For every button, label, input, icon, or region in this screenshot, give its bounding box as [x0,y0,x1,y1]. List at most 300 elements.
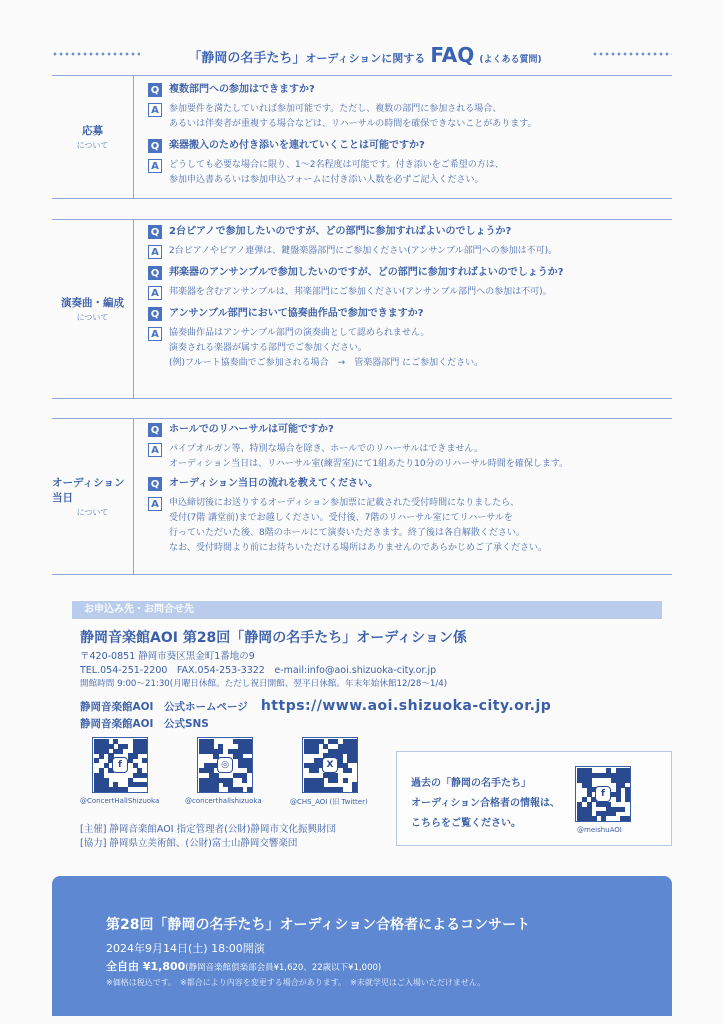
qr-module [314,768,319,773]
qr-module [104,778,109,783]
qr-module [343,744,348,749]
qr-module [133,739,138,744]
qr-module [343,763,348,768]
category-sub: について [76,508,109,517]
qr-module [352,744,357,749]
qr-module [620,768,625,773]
qr-module [587,782,592,787]
qr-module [620,778,625,783]
category-sub: について [76,141,109,150]
qr-module [587,768,592,773]
qr-module [233,753,238,758]
faq-section-repertoire [52,219,672,399]
qr-module [247,739,252,744]
qr-module [304,749,309,754]
answer-badge: A [148,103,162,117]
qr-module [328,773,333,778]
qr-module [213,782,218,787]
qr-module [625,787,630,792]
qr-module [199,782,204,787]
qr-module [242,773,247,778]
qr-module [582,768,587,773]
qr-module [142,782,147,787]
qr-module [209,778,214,783]
qr-module [347,758,352,763]
qr-module [104,787,109,792]
qr-module [228,782,233,787]
qr-module [352,739,357,744]
qr-module [611,807,616,812]
qr-module [333,773,338,778]
qr-module [209,763,214,768]
qr-module [113,749,118,754]
answer-text: どうしても必要な場合に限り、1～2名程度は可能です。付き添いをご希望の方は、 参加申込書あるいは参加申込フォームに付き添い人数を必ずご記入ください。 [169,160,504,185]
qr-module [94,778,99,783]
qr-module [625,768,630,773]
qr-module [577,807,582,812]
qr-module [606,802,611,807]
qr-module [611,792,616,797]
qr-module [223,778,228,783]
qr-module [591,773,596,778]
qr-module [133,753,138,758]
qr-module [128,778,133,783]
qr-module [318,782,323,787]
qr-module [94,739,99,744]
concert-price [106,958,381,974]
qr-module [223,782,228,787]
qr-module [582,782,587,787]
qr-module [238,758,243,763]
qr-module [601,773,606,778]
qr-module [318,787,323,792]
qr-module [213,773,218,778]
qr-module [137,749,142,754]
qr-module [333,778,338,783]
qr-module [209,744,214,749]
qr-module [577,811,582,816]
question-text: オーディション当日の流れを教えてください。 [169,478,378,489]
qr-module [128,758,133,763]
qr-module [199,787,204,792]
qr-module [118,744,123,749]
qr-module [99,749,104,754]
x-icon: X [322,757,338,773]
qr-module [625,773,630,778]
qr-module [133,749,138,754]
qr-module [338,744,343,749]
qr-module [209,768,214,773]
qr-module [238,787,243,792]
qr-module [213,787,218,792]
price-main: 全自由 ¥1,800 [106,960,186,973]
qr-module [218,778,223,783]
qr-module [309,744,314,749]
qa-list [148,422,668,560]
qr-module [94,787,99,792]
qr-module [606,768,611,773]
qr-module [620,773,625,778]
qr-module [577,816,582,821]
qr-module [199,768,204,773]
qr-module [242,758,247,763]
qr-module [347,753,352,758]
qr-module [199,749,204,754]
qr-module [314,758,319,763]
qr-module [616,807,621,812]
qr-module [204,787,209,792]
qr-module [333,749,338,754]
contact-tel: TEL.054-251-2200 FAX.054-253-3322 e-mail:info@aoi.shizuoka-city.or.jp [80,665,437,676]
qr-module [328,778,333,783]
qr-module [142,739,147,744]
qr-module [601,811,606,816]
question-badge: Q [148,225,162,239]
qr-module [338,758,343,763]
concert-notes: ※価格は税込です。 ※都合により内容を変更する場合があります。 ※未就学児はご入場いただけません。 [106,978,486,987]
homepage-link[interactable]: https://www.aoi.shizuoka-city.or.jp [260,698,552,714]
qr-module [199,778,204,783]
qr-module [104,782,109,787]
facebook-icon: f [595,786,611,802]
qr-module [94,744,99,749]
qr-module [587,787,592,792]
qr-module [137,768,142,773]
qr-module [204,744,209,749]
qr-module [347,768,352,773]
qr-module [343,778,348,783]
question-text: 邦楽器のアンサンブルで参加したいのですが、どの部門に参加すればよいのでしょうか? [169,267,564,278]
qr-module [309,768,314,773]
qr-module [309,787,314,792]
qr-module [247,758,252,763]
qr-module [99,787,104,792]
concert-date: 2024年9月14日(土) 18:00開演 [106,942,265,955]
qr-module [242,778,247,783]
contact-header-bar: お申込み先・お問合せ先 [72,601,662,619]
facebook-qr-code[interactable] [92,737,148,793]
qr-module [233,773,238,778]
qr-module [199,739,204,744]
answer-badge: A [148,159,162,173]
qr-module [228,787,233,792]
qr-module [247,763,252,768]
qr-module [587,802,592,807]
qr-module [616,773,621,778]
qr-module [137,744,142,749]
organizer-host: [主催] 静岡音楽館AOI 指定管理者(公財)静岡市文化振興財団 [80,824,336,835]
qr-module [133,763,138,768]
qr-module [242,763,247,768]
qr-module [582,778,587,783]
qr-module [352,753,357,758]
qr-module [304,782,309,787]
qr-module [314,749,319,754]
qr-module [204,749,209,754]
qr-module [94,782,99,787]
question-text: 楽器搬入のため付き添いを連れていくことは可能ですか? [169,140,425,151]
qa-list [148,82,668,192]
instagram-handle[interactable]: @concerthallshizuoka [185,797,262,805]
answer-text: 協奏曲作品はアンサンブル部門の演奏曲として認められません。 演奏される楽器が属する部門でご参加ください。 (例)フルート協奏曲でご参加される場合 → 管楽器部門 にご参加ください。 [169,328,484,368]
qr-module [242,744,247,749]
qr-module [99,739,104,744]
qr-module [601,816,606,821]
qr-module [587,807,592,812]
question-badge: Q [148,307,162,321]
qr-module [314,778,319,783]
qr-module [233,787,238,792]
qr-module [309,749,314,754]
instagram-qr-code[interactable] [197,737,253,793]
qr-module [343,768,348,773]
answer-text: 参加要件を満たしていれば参加可能です。ただし、複数の部門に参加される場合、 あるいは伴奏者が重複する場合などは、リハーサルの時間を確保できないことがあります。 [169,104,537,129]
qr-module [577,768,582,773]
faq-section-audition-day [52,418,672,575]
qr-module [137,739,142,744]
qr-module [338,753,343,758]
faq-title-paren: (よくある質問) [479,55,542,65]
qr-module [228,778,233,783]
qr-module [606,773,611,778]
question-badge: Q [148,477,162,491]
qr-module [328,739,333,744]
qr-module [304,787,309,792]
qr-module [99,782,104,787]
faq-title-quote: 「静岡の名手たち」 [188,51,306,66]
qr-module [338,787,343,792]
qr-module [333,787,338,792]
qr-module [577,773,582,778]
category-label [52,76,134,198]
past-winners-text: 過去の「静岡の名手たち」 オーディション合格者の情報は、 こちらをご覧ください。 [411,778,560,829]
qr-module [104,763,109,768]
qr-module [318,778,323,783]
qr-module [343,749,348,754]
category-label [52,419,134,574]
answer-badge: A [148,286,162,300]
qr-module [113,787,118,792]
faq-title [140,43,590,67]
qr-module [133,773,138,778]
faq-title-faq: FAQ [430,43,475,67]
qr-module [238,739,243,744]
qr-module [309,763,314,768]
qr-module [347,739,352,744]
qr-module [238,744,243,749]
qr-module [314,763,319,768]
qr-module [577,778,582,783]
contact-hours: 開館時間 9:00～21:30(月曜日休館。ただし祝日開館、翌平日休館。年末年始休館12/28～1/4) [80,679,448,689]
qr-module [128,782,133,787]
qr-module [309,782,314,787]
qr-module [104,749,109,754]
qr-module [625,797,630,802]
question-badge: Q [148,139,162,153]
qr-module [314,744,319,749]
qr-module [99,744,104,749]
qr-module [123,744,128,749]
question-text: アンサンブル部門において協奏曲作品で参加できますか? [169,308,424,319]
qr-module [213,778,218,783]
qr-module [596,811,601,816]
price-note: (静岡音楽館倶楽部会員¥1,620、22歳以下¥1,000) [185,963,382,973]
qr-module [99,778,104,783]
qr-module [94,773,99,778]
qr-module [616,792,621,797]
qr-module [606,807,611,812]
qr-module [209,773,214,778]
qr-module [113,782,118,787]
qr-module [328,787,333,792]
answer-text: パイプオルガン等、特別な場合を除き、ホールでのリハーサルはできません。 オーディション当日は、リハーサル室(練習室)にて1組あたり10分のリハーサル時間を確保します。 [169,444,569,469]
concert-panel [52,876,672,1016]
qr-module [338,763,343,768]
qr-module [352,749,357,754]
qr-module [204,763,209,768]
qr-module [242,739,247,744]
qr-module [323,787,328,792]
qr-module [625,792,630,797]
qr-module [328,749,333,754]
faq-section-application [52,75,672,199]
qr-module [352,787,357,792]
answer-badge: A [148,497,162,511]
qr-module [611,778,616,783]
answer-badge: A [148,327,162,341]
contact-address: 〒420-0851 静岡市葵区黒金町1番地の9 [80,651,255,662]
qr-module [113,739,118,744]
qr-module [587,778,592,783]
qr-module [352,758,357,763]
qr-module [314,739,319,744]
qr-module [99,768,104,773]
qr-module [213,749,218,754]
contact-title: 静岡音楽館AOI 第28回「静岡の名手たち」オーディション係 [80,630,467,646]
qr-module [137,773,142,778]
category-label [52,220,134,398]
qr-module [587,773,592,778]
qr-module [238,753,243,758]
qr-module [204,778,209,783]
question-badge: Q [148,423,162,437]
x-handle[interactable]: @CHS_AOI (旧 Twitter) [290,798,368,806]
qr-module [582,807,587,812]
qr-module [587,811,592,816]
qr-module [304,763,309,768]
facebook-handle[interactable]: @ConcertHallShizuoka [80,797,160,805]
question-badge: Q [148,266,162,280]
qr-module [247,787,252,792]
question-text: 複数部門への参加はできますか? [169,84,315,95]
answer-text: 2台ピアノやピアノ連弾は、鍵盤楽器部門にご参加ください(アンサンブル部門への参加は不可)。 [169,246,558,256]
answer-text: 申込締切後にお送りするオーディション参加票に記載された受付時間になりましたら、 受付(7階 講堂前)までお越しください。受付後、7階のリハーサル室にてリハーサルを 行っていただいた後、8階のホールにて演奏いただきます。終了後は各自解散ください。 なお、受付時間より前にお待ちいただける場所はありませんのであらかじめご了承ください。 [169,498,548,553]
qr-module [352,782,357,787]
qr-module [218,749,223,754]
qr-module [94,758,99,763]
past-winners-box [396,751,672,846]
homepage-label: 静岡音楽館AOI 公式ホームページ [80,701,248,713]
qr-module [611,773,616,778]
qr-module [616,778,621,783]
qr-module [333,739,338,744]
qr-module [338,749,343,754]
qr-module [343,739,348,744]
qr-module [620,807,625,812]
qr-module [596,802,601,807]
qr-module [104,739,109,744]
category-name: オーディション当日 [52,477,125,504]
qr-module [304,778,309,783]
qr-module [128,753,133,758]
qr-module [304,744,309,749]
qr-module [620,816,625,821]
question-text: ホールでのリハーサルは可能ですか? [169,424,334,435]
qr-module [314,787,319,792]
x-qr-code[interactable] [302,737,358,793]
qr-module [625,778,630,783]
qr-module [209,787,214,792]
qr-module [625,816,630,821]
qr-module [94,749,99,754]
qr-module [133,782,138,787]
qr-module [577,802,582,807]
qr-module [104,744,109,749]
qr-module [238,763,243,768]
faq-title-mid: オーディションに関する [305,52,426,65]
qr-module [582,797,587,802]
qr-module [238,773,243,778]
qr-module [616,797,621,802]
qr-module [199,744,204,749]
qr-module [123,787,128,792]
qr-module [142,749,147,754]
qr-module [314,782,319,787]
qr-module [209,782,214,787]
qr-module [582,816,587,821]
qr-module [587,816,592,821]
qr-module [596,773,601,778]
past-winners-handle[interactable]: @meishuAOI [577,826,622,834]
qr-module [137,782,142,787]
qr-module [99,753,104,758]
facebook-icon: f [112,757,128,773]
instagram-icon: ◎ [217,757,233,773]
qr-module [142,758,147,763]
qr-module [601,802,606,807]
qr-module [118,787,123,792]
qr-module [309,778,314,783]
qr-module [620,782,625,787]
organizer-cooperation: [協力] 静岡県立美術館、(公財)富士山静岡交響楽団 [80,838,298,849]
qr-module [616,768,621,773]
past-winners-qr-code[interactable] [575,766,631,822]
qr-module [247,768,252,773]
qr-module [233,739,238,744]
qr-module [323,744,328,749]
qr-module [242,749,247,754]
qr-module [582,811,587,816]
qr-module [616,787,621,792]
decorative-dots-left [52,50,140,58]
qr-module [204,739,209,744]
qr-module [347,744,352,749]
qr-module [611,811,616,816]
qr-module [133,744,138,749]
qr-module [587,792,592,797]
qr-module [218,744,223,749]
qr-module [606,811,611,816]
